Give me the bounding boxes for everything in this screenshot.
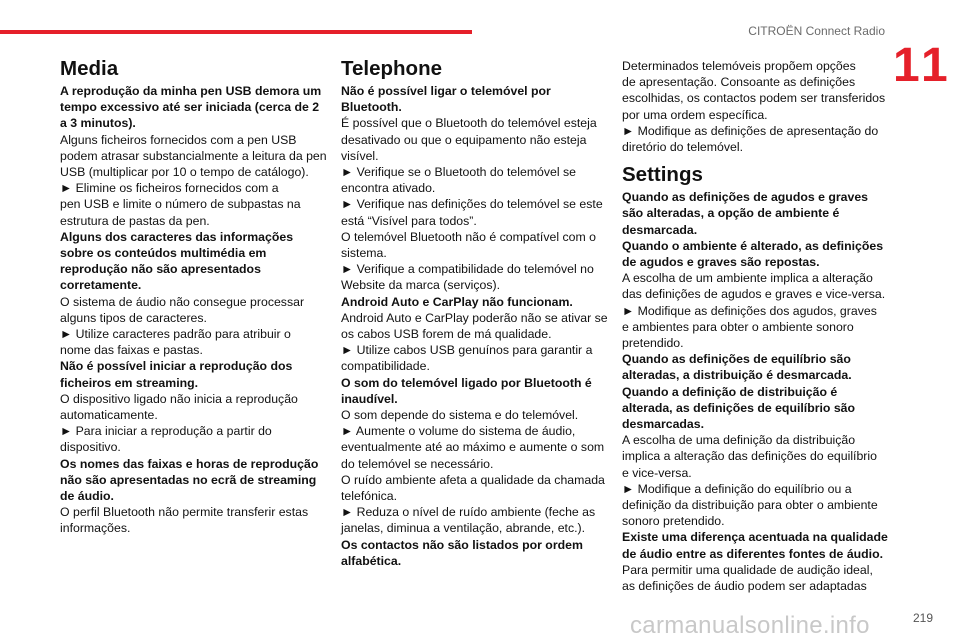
chapter-number: 11: [893, 39, 952, 92]
question-line: Quando o ambiente é alterado, as definições: [622, 238, 884, 253]
question-line: desmarcadas.: [622, 417, 705, 432]
question-line: Quando as definições de equilíbrio são: [622, 352, 851, 367]
text-line: ► Utilize cabos USB genuínos para garantir a: [341, 343, 593, 358]
question-line: reprodução não são apresentados: [60, 262, 261, 277]
section-heading: Settings: [622, 163, 703, 187]
text-line: compatibilidade.: [341, 359, 430, 374]
text-line: ► Elimine os ficheiros fornecidos com a: [60, 181, 279, 196]
text-line: visível.: [341, 148, 379, 163]
text-line: ► Aumente o volume do sistema de áudio,: [341, 424, 576, 439]
text-line: A escolha de uma definição da distribuição: [622, 433, 856, 448]
text-line: A escolha de um ambiente implica a alteração: [622, 271, 873, 286]
text-line: O telemóvel Bluetooth não é compatível com o: [341, 229, 596, 244]
text-line: de apresentação. Consoante as definições: [622, 75, 856, 90]
text-line: definição da distribuição para obter o ambiente: [622, 498, 878, 513]
text-line: nome das faixas e pastas.: [60, 343, 203, 358]
text-line: está “Visível para todos”.: [341, 213, 477, 228]
text-line: e ambientes para obter o ambiente sonoro: [622, 319, 854, 334]
question-line: Existe uma diferença acentuada na qualidade: [622, 530, 888, 545]
text-line: Android Auto e CarPlay poderão não se ativar se: [341, 310, 608, 325]
text-line: O dispositivo ligado não inicia a reprodução: [60, 391, 298, 406]
question-line: Android Auto e CarPlay não funcionam.: [341, 294, 573, 309]
text-line: informações.: [60, 521, 131, 536]
question-line: ficheiros em streaming.: [60, 375, 199, 390]
running-header: CITROËN Connect Radio: [748, 24, 885, 38]
question-line: de áudio.: [60, 489, 114, 504]
question-line: Bluetooth.: [341, 100, 402, 115]
question-line: não são apresentadas no ecrã de streaming: [60, 472, 317, 487]
text-line: por uma ordem específica.: [622, 107, 768, 122]
question-line: corretamente.: [60, 278, 142, 293]
section-heading: Media: [60, 57, 119, 80]
text-line: O perfil Bluetooth não permite transferir estas: [60, 505, 309, 520]
question-line: Alguns dos caracteres das informações: [60, 229, 294, 244]
text-line: ► Verifique a compatibilidade do telemóvel no: [341, 262, 594, 277]
text-line: automaticamente.: [60, 408, 158, 423]
text-line: USB (multiplicar por 10 o tempo de catálogo).: [60, 165, 309, 180]
question-line: alterada, as definições de equilíbrio são: [622, 400, 856, 415]
question-line: O som do telemóvel ligado por Bluetooth é: [341, 375, 592, 390]
text-line: as definições de áudio podem ser adaptadas: [622, 579, 867, 594]
text-line: e vice-versa.: [622, 465, 692, 480]
question-line: são alteradas, a opção de ambiente é: [622, 206, 840, 221]
watermark: carmanualsonline.info: [630, 612, 870, 639]
column-media: [60, 58, 330, 537]
text-line: telefónica.: [341, 489, 398, 504]
question-line: Não é possível ligar o telemóvel por: [341, 84, 551, 98]
text-line: sonoro pretendido.: [622, 514, 725, 529]
text-line: do telemóvel se necessário.: [341, 456, 494, 471]
text-line: É possível que o Bluetooth do telemóvel esteja: [341, 116, 597, 131]
question-line: A reprodução da minha pen USB demora um: [60, 84, 322, 98]
text-line: Determinados telemóveis propõem opções: [622, 59, 856, 73]
question-line: alfabética.: [341, 553, 402, 568]
text-line: ► Modifique as definições dos agudos, graves: [622, 303, 877, 318]
text-line: O som depende do sistema e do telemóvel.: [341, 408, 579, 423]
text-line: Website da marca (serviços).: [341, 278, 500, 293]
header-accent-bar: [0, 30, 472, 34]
text-line: desativado ou que o equipamento não esteja: [341, 132, 587, 147]
section-heading: Telephone: [341, 57, 442, 80]
text-line: O ruído ambiente afeta a qualidade da chamada: [341, 472, 605, 487]
text-line: ► Reduza o nível de ruído ambiente (feche as: [341, 505, 596, 520]
question-line: tempo excessivo até ser iniciada (cerca de 2: [60, 100, 320, 115]
text-line: ► Verifique nas definições do telemóvel se este: [341, 197, 603, 212]
question-line: sobre os conteúdos multimédia em: [60, 246, 267, 261]
question-line: inaudível.: [341, 391, 398, 406]
question-line: Não é possível iniciar a reprodução dos: [60, 359, 293, 374]
question-line: de agudos e graves são repostas.: [622, 255, 820, 270]
text-line: pen USB e limite o número de subpastas na: [60, 197, 301, 212]
column-settings: [622, 58, 892, 594]
text-line: ► Modifique a definição do equilíbrio ou a: [622, 481, 852, 496]
question-line: de áudio entre as diferentes fontes de áudio.: [622, 546, 884, 561]
text-line: dispositivo.: [60, 440, 121, 455]
text-line: O sistema de áudio não consegue processar: [60, 294, 305, 309]
question-line: Os contactos não são listados por ordem: [341, 537, 583, 552]
text-line: Para permitir uma qualidade de audição ideal,: [622, 562, 873, 577]
text-line: diretório do telemóvel.: [622, 140, 743, 155]
text-line: janelas, diminua a ventilação, abrande, etc.).: [341, 521, 586, 536]
text-line: podem atrasar substancialmente a leitura da pen: [60, 148, 327, 163]
text-line: ► Verifique se o Bluetooth do telemóvel se: [341, 165, 577, 180]
text-line: alguns tipos de caracteres.: [60, 310, 207, 325]
page-number: 219: [913, 611, 934, 625]
text-line: implica a alteração das definições do equilíbrio: [622, 449, 877, 464]
column-telephone: [341, 58, 611, 569]
question-line: Os nomes das faixas e horas de reprodução: [60, 456, 319, 471]
question-line: desmarcada.: [622, 222, 698, 237]
text-line: sistema.: [341, 246, 387, 261]
text-line: encontra ativado.: [341, 181, 436, 196]
text-line: das definições de agudos e graves e vice-versa.: [622, 287, 886, 302]
question-line: alteradas, a distribuição é desmarcada.: [622, 368, 852, 383]
text-line: ► Utilize caracteres padrão para atribuir o: [60, 327, 291, 342]
text-line: ► Modifique as definições de apresentação do: [622, 123, 879, 138]
text-line: ► Para iniciar a reprodução a partir do: [60, 424, 272, 439]
question-line: Quando a definição de distribuição é: [622, 384, 838, 399]
question-line: a 3 minutos).: [60, 116, 136, 131]
text-line: estrutura de pastas da pen.: [60, 213, 210, 228]
text-line: os cabos USB forem de má qualidade.: [341, 327, 552, 342]
text-line: eventualmente até ao máximo e aumente o som: [341, 440, 605, 455]
text-line: Alguns ficheiros fornecidos com a pen USB: [60, 132, 297, 147]
text-line: pretendido.: [622, 336, 684, 351]
question-line: Quando as definições de agudos e graves: [622, 190, 869, 205]
text-line: escolhidas, os contactos podem ser transferidos: [622, 91, 886, 106]
